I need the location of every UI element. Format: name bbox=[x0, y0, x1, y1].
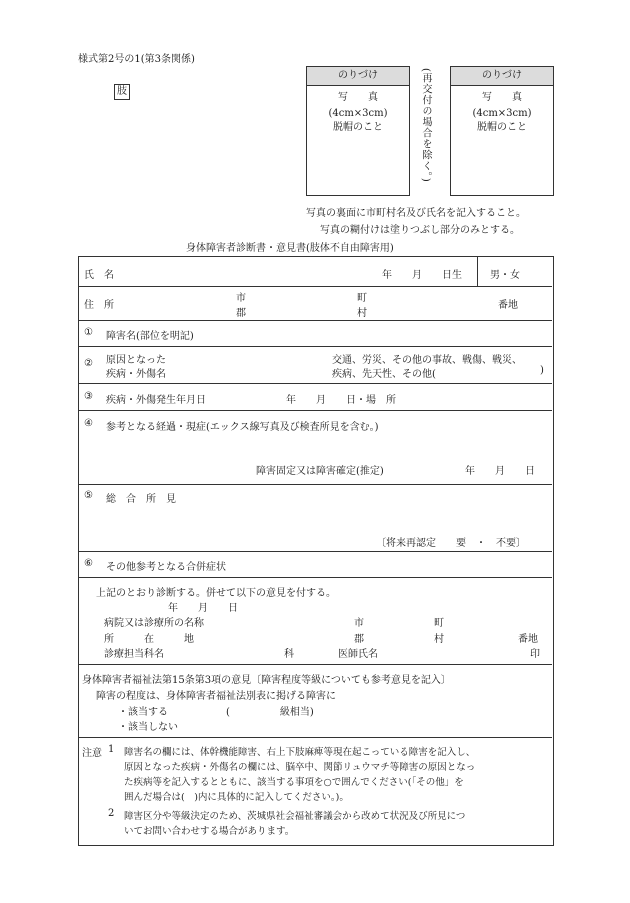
divider bbox=[477, 256, 478, 286]
opinion-title: 身体障害者福祉法第15条第3項の意見〔障害程度等級についても参考意見を記入〕 bbox=[82, 675, 451, 686]
row-number: ③ bbox=[84, 391, 93, 402]
cause-options: 疾病、先天性、その他( bbox=[332, 369, 436, 380]
form-id: 様式第2号の1(第3条関係) bbox=[78, 54, 195, 65]
department-ka: 科 bbox=[284, 649, 294, 660]
progress-label: 参考となる経過・現症(エックス線写真及び検査所見を含む。) bbox=[106, 422, 379, 433]
name-label: 氏 名 bbox=[84, 270, 114, 281]
divider bbox=[78, 551, 552, 552]
divider bbox=[78, 346, 552, 347]
note-line: 原因となった疾病・外傷名の欄には、脳卒中、関節リュウマチ等障害の原因となっ bbox=[124, 762, 476, 773]
photo-box-line: 脱帽のこと bbox=[333, 122, 383, 133]
photo-box-header: のりづけ bbox=[307, 67, 409, 86]
cause-close-paren: ) bbox=[540, 365, 544, 376]
note-line: 障害名の欄には、体幹機能障害、右上下肢麻痺等現在起こっている障害を記入し、 bbox=[124, 747, 476, 758]
form-title: 身体障害者診断書・意見書(肢体不自由障害用) bbox=[186, 243, 394, 254]
divider bbox=[78, 383, 552, 384]
diagnosis-statement: 上記のとおり診断する。併せて以下の意見を付する。 bbox=[96, 588, 336, 599]
notes-heading: 注意 bbox=[82, 748, 102, 759]
photo-box-line: (4cm×3cm) bbox=[328, 108, 388, 119]
cause-label: 疾病・外傷名 bbox=[106, 369, 166, 380]
onset-date-label: 疾病・外傷発生年月日 bbox=[106, 395, 206, 406]
divider bbox=[78, 320, 552, 321]
row-number: ④ bbox=[84, 418, 93, 429]
address-banchi: 番地 bbox=[498, 300, 518, 311]
limb-stamp: 肢 bbox=[114, 84, 130, 100]
note-number: 2 bbox=[108, 808, 115, 819]
opinion-grade: ( 級相当) bbox=[226, 707, 314, 718]
divider bbox=[78, 737, 552, 738]
doctor-name-label: 医師氏名 bbox=[338, 649, 378, 660]
row-number: ⑤ bbox=[84, 490, 93, 501]
overall-findings-label: 総 合 所 見 bbox=[106, 494, 176, 505]
divider bbox=[78, 577, 552, 578]
row-number: ② bbox=[84, 358, 93, 369]
photo-box-1 bbox=[306, 66, 410, 196]
photo-box-line: 写 真 bbox=[338, 92, 378, 103]
address-label: 住 所 bbox=[84, 300, 114, 311]
photo-instruction: 写真の裏面に市町村名及び氏名を記入すること。 bbox=[306, 208, 526, 219]
disability-name-label: 障害名(部位を明記) bbox=[106, 331, 194, 342]
cause-options: 交通、労災、その他の事故、戦傷、戦災、 bbox=[332, 355, 522, 366]
address-gun: 郡 bbox=[236, 308, 246, 319]
note-line: た疾病等を記入するとともに、該当する事項を○で囲んでください(「その他」を bbox=[124, 777, 464, 788]
opinion-not-applicable: ・該当しない bbox=[118, 722, 178, 733]
hospital-mura: 村 bbox=[434, 634, 444, 645]
hospital-banchi: 番地 bbox=[518, 634, 538, 645]
photo-box-header: のりづけ bbox=[451, 67, 553, 86]
department-label: 診療担当科名 bbox=[104, 649, 164, 660]
fixed-date-label: 障害固定又は障害確定(推定) bbox=[256, 466, 384, 477]
address-mura: 村 bbox=[357, 308, 367, 319]
opinion-degree: 障害の程度は、身体障害者福祉法別表に掲げる障害に bbox=[96, 691, 336, 702]
hospital-machi: 町 bbox=[434, 618, 444, 629]
hospital-name-label: 病院又は診療所の名称 bbox=[104, 618, 204, 629]
photo-box-2 bbox=[450, 66, 554, 196]
note-number: 1 bbox=[108, 744, 115, 755]
gender-options: 男・女 bbox=[490, 270, 520, 281]
birth-date: 年 月 日生 bbox=[382, 270, 462, 281]
address-machi: 町 bbox=[357, 293, 367, 304]
row-number: ⑥ bbox=[84, 558, 93, 569]
cause-label: 原因となった bbox=[106, 355, 166, 366]
divider bbox=[78, 410, 552, 411]
photo-box-line: 写 真 bbox=[482, 92, 522, 103]
photo-box-line: 脱帽のこと bbox=[477, 122, 527, 133]
row-number: ① bbox=[84, 327, 93, 338]
reassessment: 〔将来再認定 要 ・ 不要〕 bbox=[376, 538, 526, 549]
hospital-shi: 市 bbox=[354, 618, 364, 629]
complications-label: その他参考となる合併症状 bbox=[106, 562, 226, 573]
note-line: 囲んだ場合は( )内に具体的に記入してください。)。 bbox=[124, 792, 349, 803]
address-shi: 市 bbox=[236, 293, 246, 304]
photo-instruction: 写真の糊付けは塗りつぶし部分のみとする。 bbox=[320, 225, 520, 236]
note-line: いてお問い合わせする場合があります。 bbox=[124, 826, 295, 837]
diagnosis-date: 年 月 日 bbox=[168, 603, 238, 614]
opinion-applicable: ・該当する bbox=[118, 707, 168, 718]
divider bbox=[78, 286, 552, 287]
photo-box-line: (4cm×3cm) bbox=[472, 108, 532, 119]
location-label: 所 在 地 bbox=[104, 634, 194, 645]
hospital-gun: 郡 bbox=[354, 634, 364, 645]
onset-date-place: 年 月 日・場 所 bbox=[286, 395, 396, 406]
divider bbox=[78, 664, 552, 665]
divider bbox=[78, 484, 552, 485]
reissue-note: (再交付の場合を除く。) bbox=[420, 68, 431, 183]
seal-mark: 印 bbox=[530, 649, 540, 660]
note-line: 障害区分や等級決定のため、茨城県社会福祉審議会から改めて状況及び所見につ bbox=[124, 811, 466, 822]
fixed-date: 年 月 日 bbox=[465, 466, 535, 477]
